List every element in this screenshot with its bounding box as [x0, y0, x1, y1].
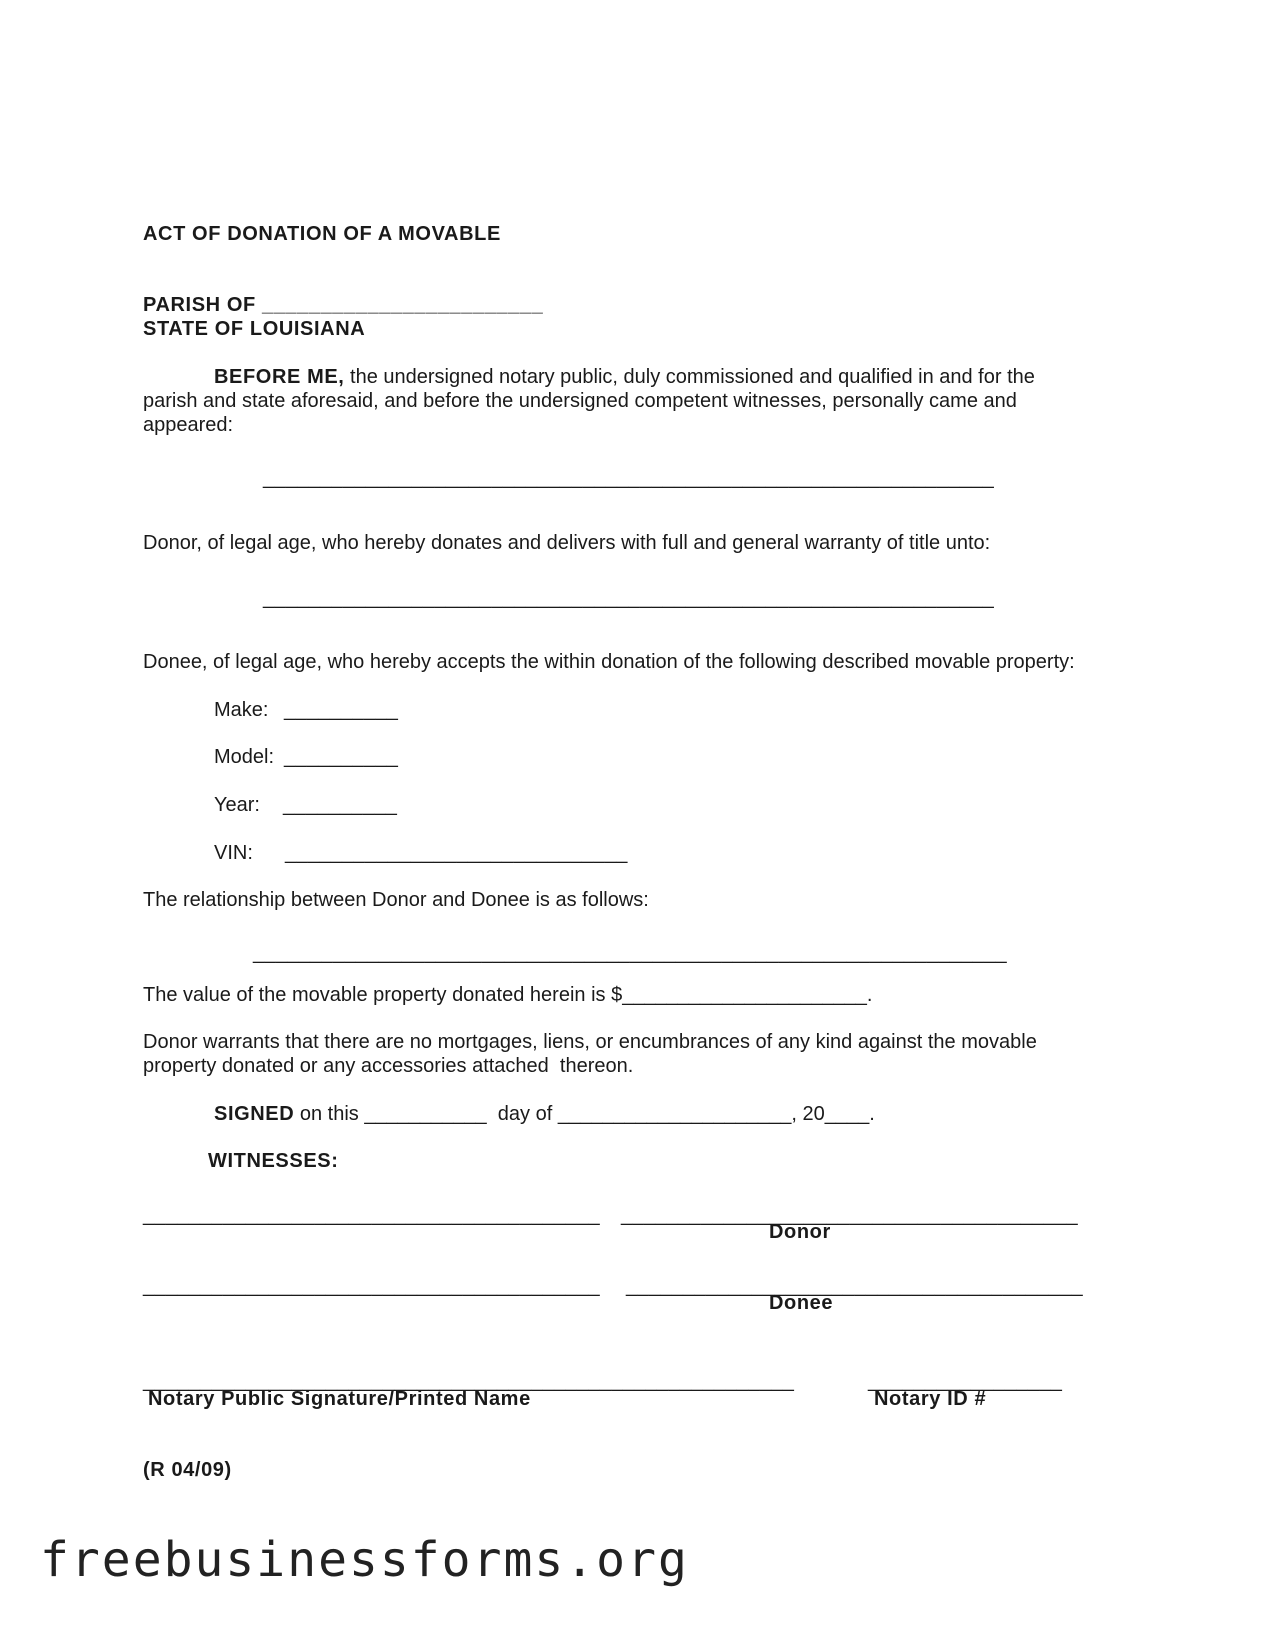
before-me-line-3: appeared:: [143, 414, 234, 436]
before-me-text: the undersigned notary public, duly commissioned and qualified in and for the: [344, 366, 1035, 388]
watermark: freebusinessforms.org: [40, 1532, 689, 1588]
warranty-line-1: Donor warrants that there are no mortgages, liens, or encumbrances of any kind against the movable: [143, 1031, 1037, 1053]
donee-paragraph: Donee, of legal age, who hereby accepts the within donation of the following described movable property:: [143, 651, 1075, 673]
model-label: Model:: [214, 746, 275, 768]
witness-2-signature-line: ________________________________________: [143, 1275, 600, 1297]
vin-label: VIN:: [214, 842, 253, 864]
before-me-line-2: parish and state aforesaid, and before the undersigned competent witnesses, personally came and: [143, 390, 1017, 412]
model-blank: __________: [284, 746, 399, 768]
make-blank: __________: [284, 699, 399, 721]
year-label: Year:: [214, 794, 260, 816]
notary-signature-label: Notary Public Signature/Printed Name: [148, 1388, 531, 1410]
year-blank: __________: [283, 794, 398, 816]
relationship-paragraph: The relationship between Donor and Donee is as follows:: [143, 889, 649, 911]
donee-signature-line: ________________________________________: [626, 1275, 1083, 1297]
signed-line: [214, 1102, 875, 1126]
donor-signature-line: ________________________________________: [621, 1204, 1078, 1226]
witness-1-signature-line: ________________________________________: [143, 1204, 600, 1226]
value-paragraph: The value of the movable property donated herein is $______________________.: [143, 984, 873, 1006]
form-title: ACT OF DONATION OF A MOVABLE: [143, 223, 501, 245]
donor-label: Donor: [769, 1221, 831, 1243]
donor-paragraph: Donor, of legal age, who hereby donates and delivers with full and general warranty of title unto:: [143, 532, 991, 554]
signed-text: on this ___________ day of _____________________, 20____.: [294, 1103, 875, 1125]
before-me-bold: BEFORE ME,: [214, 366, 345, 388]
relationship-blank: __________________________________________________________________: [253, 942, 1007, 964]
revision-code: (R 04/09): [143, 1459, 232, 1481]
donee-label: Donee: [769, 1292, 834, 1314]
notary-id-line: _________________: [868, 1370, 1063, 1392]
vin-blank: ______________________________: [285, 842, 628, 864]
state-label: STATE OF LOUISIANA: [143, 318, 366, 340]
signed-bold: SIGNED: [214, 1103, 295, 1125]
make-label: Make:: [214, 699, 269, 721]
notary-id-label: Notary ID #: [874, 1388, 987, 1410]
notary-signature-line: _________________________________________________________: [143, 1370, 795, 1392]
donee-name-blank: ________________________________________________________________: [263, 587, 995, 609]
donor-name-blank: ________________________________________________________________: [263, 467, 995, 489]
warranty-line-2: property donated or any accessories attached thereon.: [143, 1055, 634, 1077]
parish-field: PARISH OF ________________________: [143, 294, 544, 316]
witnesses-label: WITNESSES:: [208, 1150, 339, 1172]
before-me-line-1: [214, 365, 1035, 389]
